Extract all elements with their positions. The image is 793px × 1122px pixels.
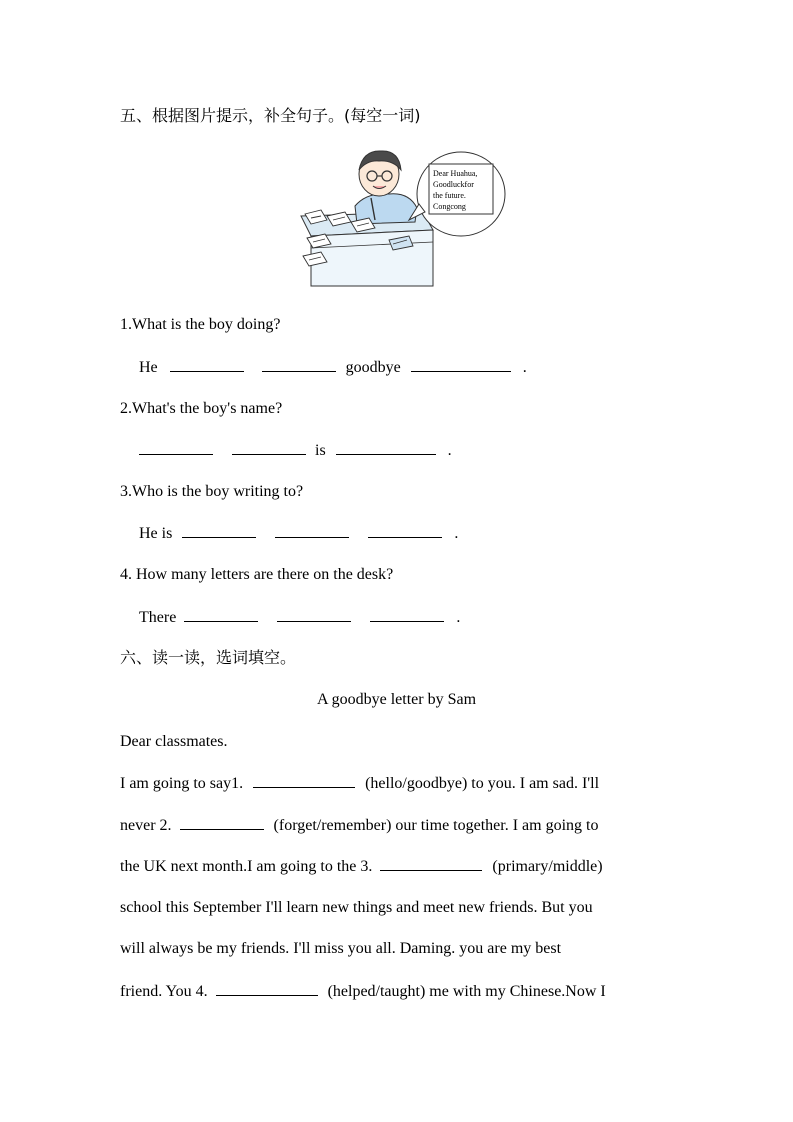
answer-2-blank-c[interactable] xyxy=(336,440,436,455)
letter-blank-4[interactable] xyxy=(216,981,318,996)
answer-3-end: . xyxy=(454,525,459,542)
letter-line-3-text-a: the UK next month.I am going to the 3. xyxy=(120,858,373,875)
section6-heading: 六、读一读，选词填空。 xyxy=(120,648,297,667)
question-1: 1.What is the boy doing? xyxy=(120,316,281,333)
letter-blank-2[interactable] xyxy=(180,815,264,830)
answer-3-blank-b[interactable] xyxy=(275,523,349,538)
section5-heading: 五、根据图片提示，补全句子。(每空一词) xyxy=(120,106,421,125)
letter-line-2-text-a: never 2. xyxy=(120,817,172,834)
letter-line-2-text-b: (forget/remember) our time together. I am going to xyxy=(273,817,599,834)
answer-3-start: He is xyxy=(139,525,173,542)
answer-1 xyxy=(139,357,527,378)
answer-1-blank-c[interactable] xyxy=(411,357,511,372)
answer-1-start: He xyxy=(139,359,158,376)
note-line-4: Congcong xyxy=(433,202,466,211)
boy-writing-letter-illustration xyxy=(297,148,509,288)
answer-2-mid: is xyxy=(315,442,326,459)
answer-1-blank-a[interactable] xyxy=(170,357,244,372)
answer-1-mid: goodbye xyxy=(345,359,401,376)
letter-line-1-text-a: I am going to say1. xyxy=(120,775,244,792)
question-4: 4. How many letters are there on the desk? xyxy=(120,566,394,583)
letter-line-5: will always be my friends. I'll miss you all. Daming. you are my best xyxy=(120,940,562,957)
letter-blank-1[interactable] xyxy=(253,773,355,788)
question-2: 2.What's the boy's name? xyxy=(120,400,283,417)
letter-line-1 xyxy=(120,773,599,794)
answer-4-blank-c[interactable] xyxy=(370,607,444,622)
answer-2-blank-a[interactable] xyxy=(139,440,213,455)
letter-line-6-text-b: (helped/taught) me with my Chinese.Now I xyxy=(327,983,606,1000)
letter-line-2 xyxy=(120,815,598,836)
answer-3-blank-a[interactable] xyxy=(182,523,256,538)
letter-line-3-text-b: (primary/middle) xyxy=(492,858,603,875)
letter-line-6-text-a: friend. You 4. xyxy=(120,983,208,1000)
letter-title: A goodbye letter by Sam xyxy=(316,691,477,708)
answer-2-end: . xyxy=(447,442,452,459)
letter-greeting: Dear classmates. xyxy=(120,733,228,750)
answer-3 xyxy=(139,523,458,544)
letter-line-6 xyxy=(120,981,606,1002)
answer-4-start: There xyxy=(139,609,177,626)
answer-1-blank-b[interactable] xyxy=(262,357,336,372)
letter-line-4: school this September I'll learn new things and meet new friends. But you xyxy=(120,899,593,916)
answer-1-end: . xyxy=(522,359,527,376)
answer-4-blank-b[interactable] xyxy=(277,607,351,622)
answer-2 xyxy=(139,440,452,461)
note-line-3: the future. xyxy=(433,191,466,200)
letter-line-1-text-b: (hello/goodbye) to you. I am sad. I'll xyxy=(365,775,600,792)
answer-4 xyxy=(139,607,460,628)
letter-line-3 xyxy=(120,856,603,877)
question-3: 3.Who is the boy writing to? xyxy=(120,483,304,500)
answer-2-blank-b[interactable] xyxy=(232,440,306,455)
note-line-2: Goodluckfor xyxy=(433,180,474,189)
answer-4-blank-a[interactable] xyxy=(184,607,258,622)
note-line-1: Dear Huahua, xyxy=(433,169,478,178)
letter-blank-3[interactable] xyxy=(380,856,482,871)
answer-4-end: . xyxy=(456,609,461,626)
answer-3-blank-c[interactable] xyxy=(368,523,442,538)
